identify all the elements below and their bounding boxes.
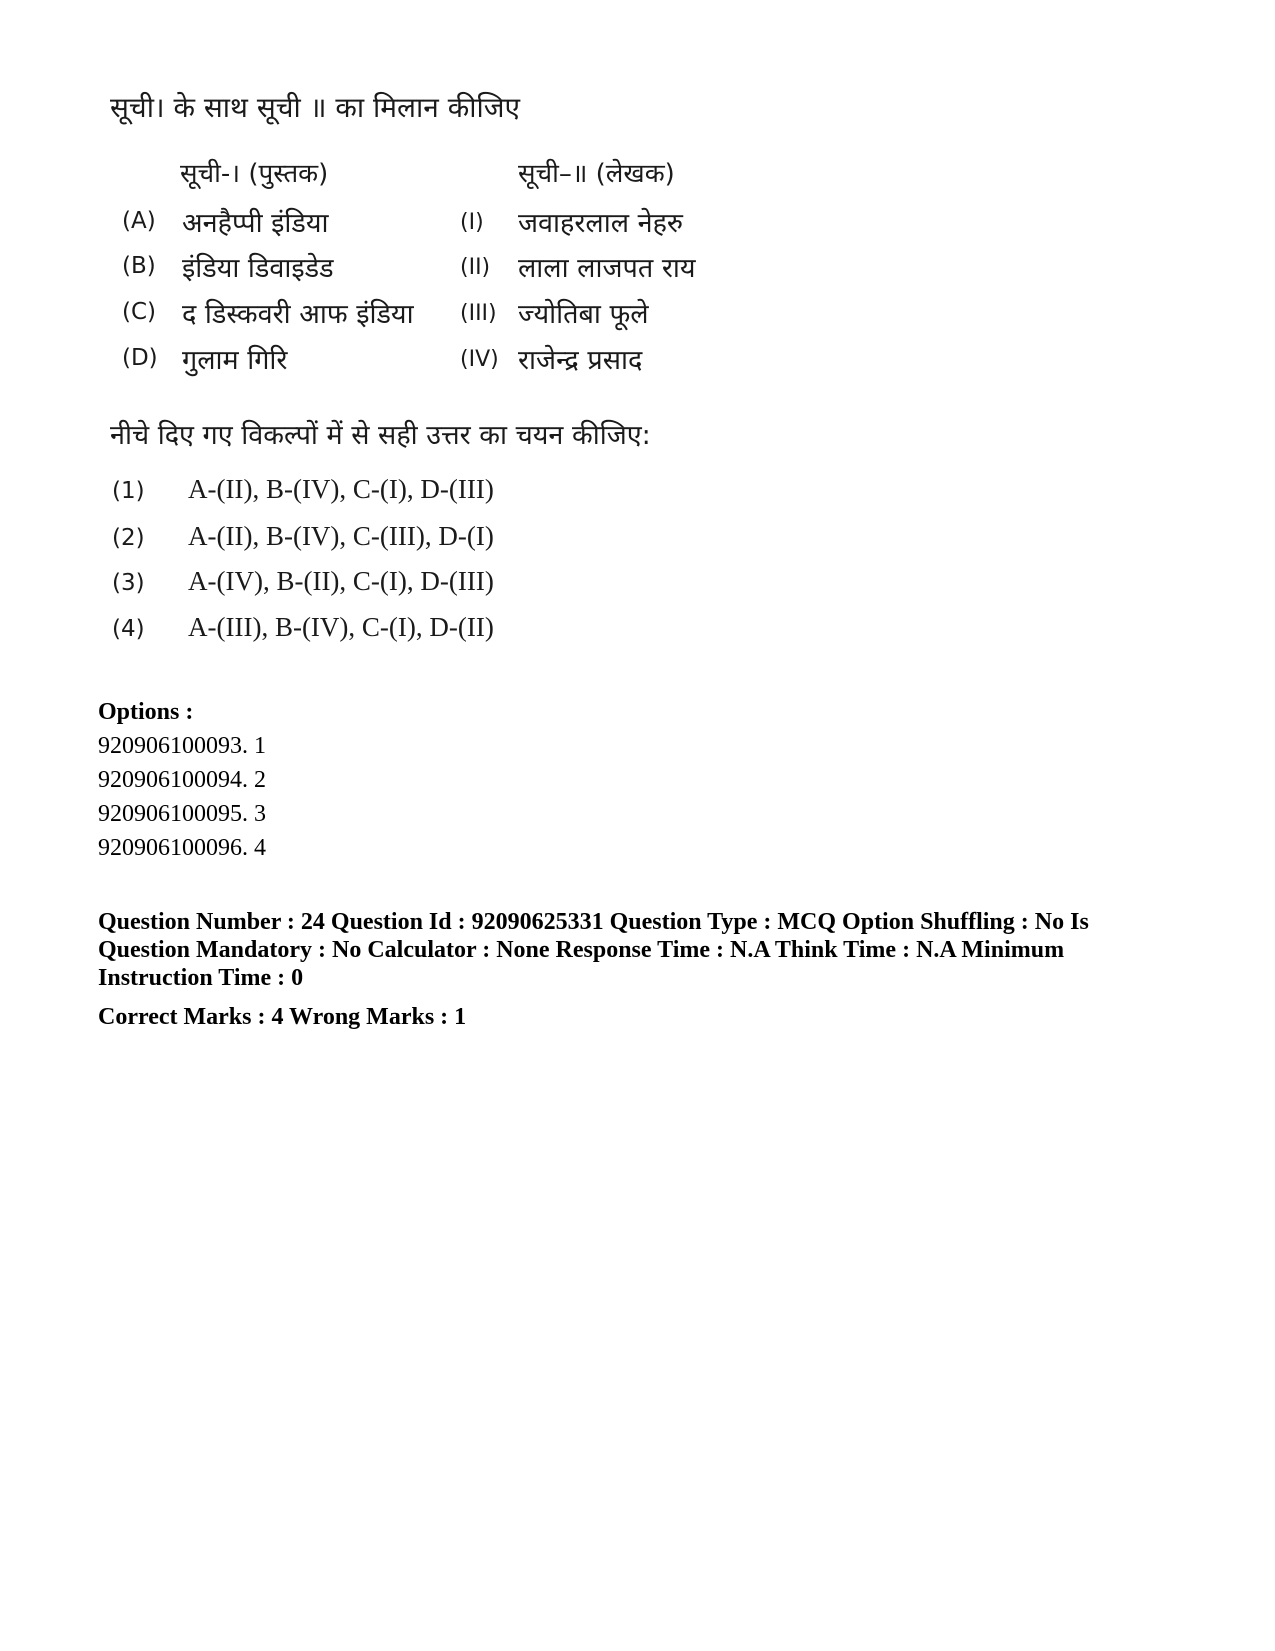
option-item: 920906100096. 4 xyxy=(98,835,266,861)
row-book: गुलाम गिरि xyxy=(182,345,288,376)
row-roman: (I) xyxy=(460,210,484,235)
row-letter: (B) xyxy=(122,253,156,279)
answer-text: A-(IV), B-(II), C-(I), D-(III) xyxy=(188,566,494,596)
match-instruction: सूची। के साथ सूची ॥ का मिलान कीजिए xyxy=(110,91,520,124)
row-letter: (D) xyxy=(122,345,158,371)
list2-header: सूची–॥ (लेखक) xyxy=(518,159,675,189)
option-item: 920906100094. 2 xyxy=(98,767,266,793)
row-book: इंडिया डिवाइडेड xyxy=(182,253,334,284)
marks-line: Correct Marks : 4 Wrong Marks : 1 xyxy=(98,1004,467,1030)
options-label: Options : xyxy=(98,699,194,725)
answer-text: A-(II), B-(IV), C-(I), D-(III) xyxy=(188,474,494,504)
row-author: लाला लाजपत राय xyxy=(518,253,696,284)
list1-header: सूची-। (पुस्तक) xyxy=(180,159,329,189)
answer-prompt: नीचे दिए गए विकल्पों में से सही उत्तर का चयन कीजिए: xyxy=(110,420,651,451)
row-roman: (II) xyxy=(460,255,491,280)
answer-number: (4) xyxy=(112,616,145,642)
answer-text: A-(II), B-(IV), C-(III), D-(I) xyxy=(188,521,494,551)
answer-text: A-(III), B-(IV), C-(I), D-(II) xyxy=(188,612,494,642)
row-roman: (IV) xyxy=(460,347,499,372)
answer-number: (2) xyxy=(112,525,145,551)
row-book: द डिस्कवरी आफ इंडिया xyxy=(182,299,414,330)
row-author: जवाहरलाल नेहरु xyxy=(518,208,684,239)
row-letter: (A) xyxy=(122,208,156,234)
answer-number: (1) xyxy=(112,478,145,504)
option-item: 920906100095. 3 xyxy=(98,801,266,827)
answer-number: (3) xyxy=(112,570,145,596)
row-letter: (C) xyxy=(122,299,157,325)
row-book: अनहैप्पी इंडिया xyxy=(182,208,329,239)
question-metadata: Question Number : 24 Question Id : 92090625331 Question Type : MCQ Option Shuffling : No Is Question Mandatory : No Calculator : None Response Time : N.A Think Time : N.A Minimum Instruction Time : 0 xyxy=(98,909,1089,991)
row-roman: (III) xyxy=(460,301,497,326)
option-item: 920906100093. 1 xyxy=(98,733,266,759)
row-author: ज्योतिबा फूले xyxy=(518,299,649,330)
row-author: राजेन्द्र प्रसाद xyxy=(518,345,643,376)
